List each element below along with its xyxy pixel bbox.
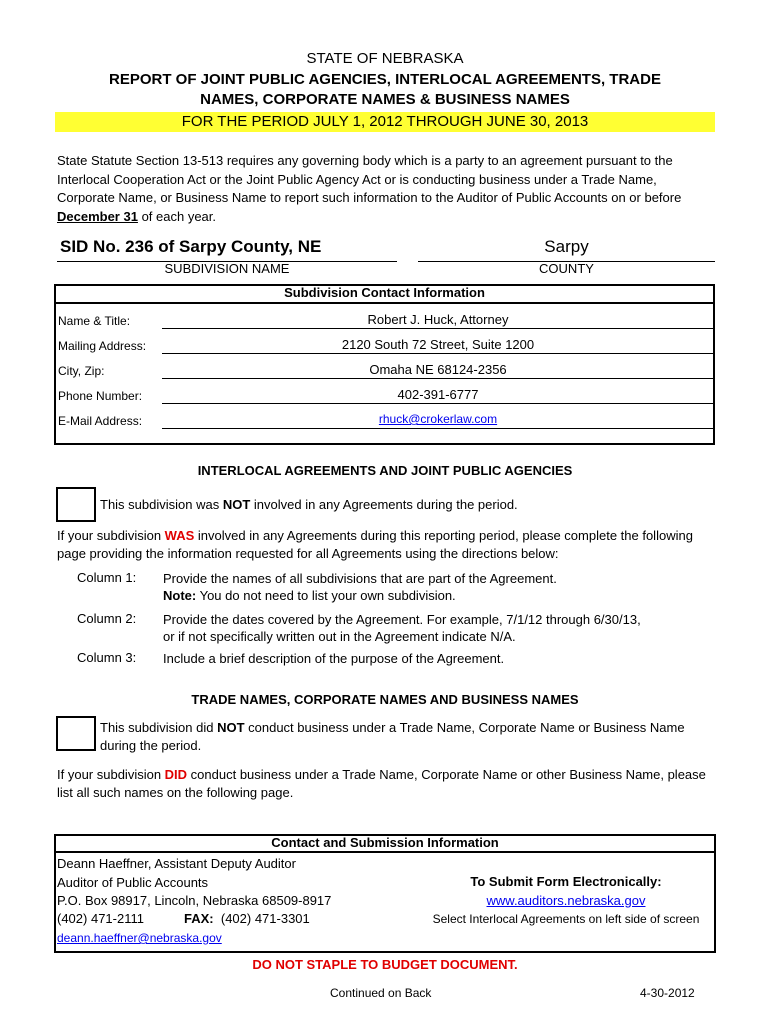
interlocal-checkbox-text-b: involved in any Agreements during the period. <box>250 497 518 512</box>
report-period: FOR THE PERIOD JULY 1, 2012 THROUGH JUNE 30, 2013 <box>55 112 715 132</box>
auditor-email-link[interactable]: deann.haeffner@nebraska.gov <box>57 931 222 945</box>
continued-on-back: Continued on Back <box>330 986 432 1000</box>
no-staple-warning: DO NOT STAPLE TO BUDGET DOCUMENT. <box>252 957 518 972</box>
column1-note-label: Note: <box>163 588 197 603</box>
county-label: COUNTY <box>539 261 594 276</box>
electronic-submit-instruction: Select Interlocal Agreements on left side of screen <box>432 912 700 926</box>
statute-deadline: December 31 <box>57 208 138 224</box>
interlocal-heading: INTERLOCAL AGREEMENTS AND JOINT PUBLIC AGENCIES <box>197 463 573 478</box>
column2-text: Provide the dates covered by the Agreement. For example, 7/1/12 through 6/30/13, or if not specifically written out in the Agreement indicate N/A. <box>163 612 641 644</box>
trade-checkbox-text <box>100 719 700 755</box>
interlocal-instructions-was: WAS <box>164 528 195 543</box>
column1-label: Column 1: <box>77 570 137 585</box>
interlocal-checkbox-text-bold: NOT <box>222 497 251 512</box>
column1-text <box>163 570 703 604</box>
trade-names-not-conducted-checkbox[interactable] <box>56 716 96 751</box>
statute-paragraph <box>57 152 717 226</box>
interlocal-instructions-a: If your subdivision <box>57 528 165 543</box>
column1-description: Provide the names of all subdivisions that are part of the Agreement. <box>163 571 557 586</box>
subdivision-name-value[interactable]: SID No. 236 of Sarpy County, NE <box>60 237 322 256</box>
email-address-field[interactable]: rhuck@crokerlaw.com <box>162 411 714 429</box>
name-title-label: Name & Title: <box>58 314 131 328</box>
auditor-office: Auditor of Public Accounts <box>57 875 209 890</box>
auditor-fax-number: (402) 471-3301 <box>220 911 310 926</box>
column3-label: Column 3: <box>77 650 137 665</box>
interlocal-instructions <box>57 527 717 563</box>
submission-info-heading: Contact and Submission Information <box>54 834 716 853</box>
mailing-address-field[interactable]: 2120 South 72 Street, Suite 1200 <box>162 336 714 354</box>
column3-text: Include a brief description of the purpose of the Agreement. <box>163 651 505 666</box>
auditor-contact-name: Deann Haeffner, Assistant Deputy Auditor <box>57 856 296 871</box>
electronic-submit-heading: To Submit Form Electronically: <box>470 874 662 889</box>
column2-label: Column 2: <box>77 611 137 626</box>
report-title-line1: REPORT OF JOINT PUBLIC AGENCIES, INTERLOCAL AGREEMENTS, TRADE <box>109 71 661 88</box>
trade-checkbox-text-bold: NOT <box>217 720 245 735</box>
statute-text-end: of each year. <box>137 208 217 224</box>
interlocal-checkbox-text <box>100 496 518 514</box>
trade-checkbox-text-a: This subdivision did <box>100 720 218 735</box>
phone-number-label: Phone Number: <box>58 389 143 403</box>
city-zip-label: City, Zip: <box>58 364 105 378</box>
statute-text: State Statute Section 13-513 requires any governing body which is a party to an agreement pursuant to the Interlocal Cooperation Act or the Joint Public Agency Act or is conducting business under a Trade Name, Corporate Name, or Business Name to report such information to the Auditor of Public Accounts on or before <box>57 153 682 205</box>
report-title-line2: NAMES, CORPORATE NAMES & BUSINESS NAMES <box>200 91 570 108</box>
form-revision-date: 4-30-2012 <box>640 986 695 1000</box>
interlocal-instructions-b: involved in any Agreements during this reporting period, please complete the following page providing the information requested for all Agreements using the directions below: <box>57 528 693 561</box>
column1-note-text: You do not need to list your own subdivision. <box>196 588 456 603</box>
email-address-label: E-Mail Address: <box>58 414 143 428</box>
auditor-phone: (402) 471-2111 <box>57 911 144 926</box>
contact-info-heading: Subdivision Contact Information <box>54 284 715 304</box>
state-heading: STATE OF NEBRASKA <box>306 50 464 67</box>
trade-instructions-a: If your subdivision <box>57 767 165 782</box>
trade-instructions-did: DID <box>164 767 188 782</box>
auditor-website-link[interactable]: www.auditors.nebraska.gov <box>486 893 646 908</box>
trade-instructions <box>57 766 717 802</box>
phone-number-field[interactable]: 402-391-6777 <box>162 386 714 404</box>
trade-instructions-b: conduct business under a Trade Name, Corporate Name or other Business Name, please list all such names on the following page. <box>57 767 706 800</box>
auditor-fax-label: FAX: <box>184 911 214 926</box>
auditor-address: P.O. Box 98917, Lincoln, Nebraska 68509-8917 <box>57 893 332 908</box>
interlocal-not-involved-checkbox[interactable] <box>56 487 96 522</box>
trade-checkbox-text-b: conduct business under a Trade Name, Corporate Name or Business Name during the period. <box>100 720 685 753</box>
county-value[interactable]: Sarpy <box>544 237 589 256</box>
interlocal-checkbox-text-a: This subdivision was <box>100 497 223 512</box>
mailing-address-label: Mailing Address: <box>58 339 147 353</box>
trade-names-heading: TRADE NAMES, CORPORATE NAMES AND BUSINESS NAMES <box>191 692 579 707</box>
column1-note <box>163 587 703 604</box>
city-zip-field[interactable]: Omaha NE 68124-2356 <box>162 361 714 379</box>
name-title-field[interactable]: Robert J. Huck, Attorney <box>162 311 714 329</box>
report-title <box>0 70 770 110</box>
auditor-fax <box>184 911 310 926</box>
subdivision-name-label: SUBDIVISION NAME <box>164 261 290 276</box>
